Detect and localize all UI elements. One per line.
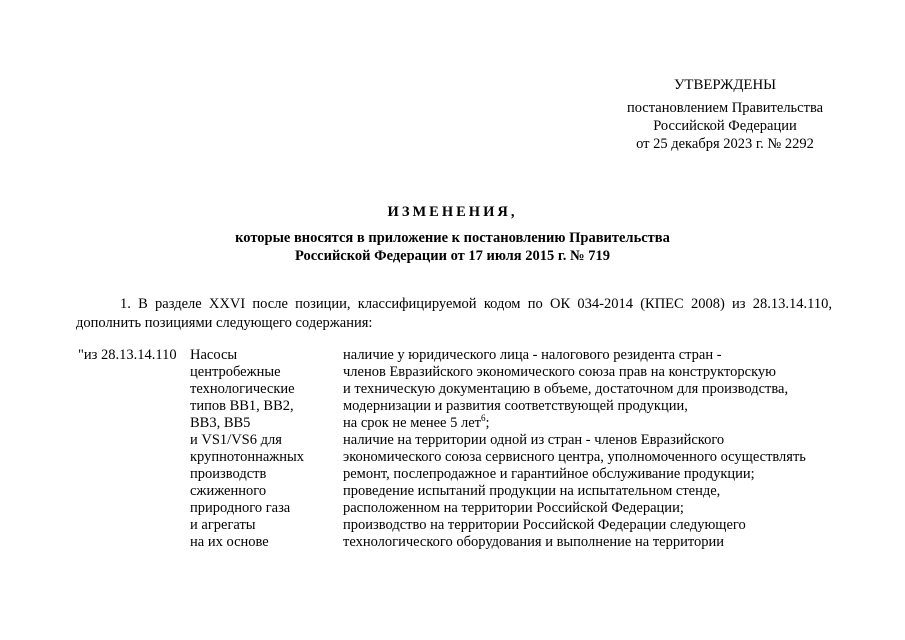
requirement-line: расположенном на территории Российской Федерации; [343, 500, 684, 516]
entry-name-line: Насосы [190, 347, 238, 363]
entry-name-line: крупнотоннажных [190, 449, 305, 465]
requirement-punctuation: ; [485, 415, 490, 431]
approval-line: Российской Федерации [653, 118, 797, 134]
footnote-mark: 6 [481, 413, 486, 424]
approval-line: постановлением Правительства [626, 100, 824, 116]
requirement-line: экономического союза сервисного центра, уполномоченного осуществлять [343, 449, 806, 465]
entry-name-line: технологические [190, 381, 295, 397]
requirement-line: ремонт, послепродажное и гарантийное обслуживание продукции; [343, 466, 755, 482]
entry-requirements [343, 347, 843, 551]
document-title: ИЗМЕНЕНИЯ, [387, 204, 518, 220]
document-title-block [0, 203, 905, 265]
requirement-line: членов Евразийского экономического союза прав на конструкторскую [343, 364, 777, 380]
entry-name-line: и VS1/VS6 для [190, 432, 282, 448]
entry-name-line: на их основе [190, 534, 269, 550]
entry-name-line: центробежные [190, 364, 281, 380]
entry-name-line: и агрегаты [190, 517, 256, 533]
requirement-line: наличие на территории одной из стран - членов Евразийского [343, 432, 725, 448]
entry-name-line: сжиженного [190, 483, 267, 499]
entry-name-line: ВВ3, ВВ5 [190, 415, 251, 431]
document-subtitle-line: Российской Федерации от 17 июля 2015 г. № 719 [294, 248, 610, 264]
requirement-line: модернизации и развития соответствующей продукции, [343, 398, 688, 414]
requirement-line: технологического оборудования и выполнение на территории [343, 534, 725, 550]
approval-line: от 25 декабря 2023 г. № 2292 [636, 136, 814, 152]
entry-code: "из 28.13.14.110 [78, 347, 177, 363]
approval-heading: УТВЕРЖДЕНЫ [673, 77, 777, 93]
requirement-line: и техническую документацию в объеме, достаточном для производства, [343, 381, 789, 397]
entry-name-line: производств [190, 466, 267, 482]
document-subtitle-line: которые вносятся в приложение к постановлению Правительства [235, 230, 670, 246]
intro-paragraph: 1. В разделе XXVI после позиции, классифицируемой кодом по ОК 034-2014 (КПЕС 2008) из 28.13.14.110, дополнить позициями следующего содержания: [76, 296, 832, 331]
requirement-line-with-footnote [343, 415, 843, 432]
requirement-line: производство на территории Российской Федерации следующего [343, 517, 746, 533]
approval-stamp [600, 76, 850, 153]
requirement-line: проведение испытаний продукции на испытательном стенде, [343, 483, 721, 499]
requirement-text: на срок не менее 5 лет [343, 415, 481, 431]
entry-name-line: природного газа [190, 500, 291, 516]
entry-name-line: типов ВВ1, ВВ2, [190, 398, 294, 414]
requirement-line: наличие у юридического лица - налогового резидента стран - [343, 347, 722, 363]
entry-name [190, 347, 330, 551]
